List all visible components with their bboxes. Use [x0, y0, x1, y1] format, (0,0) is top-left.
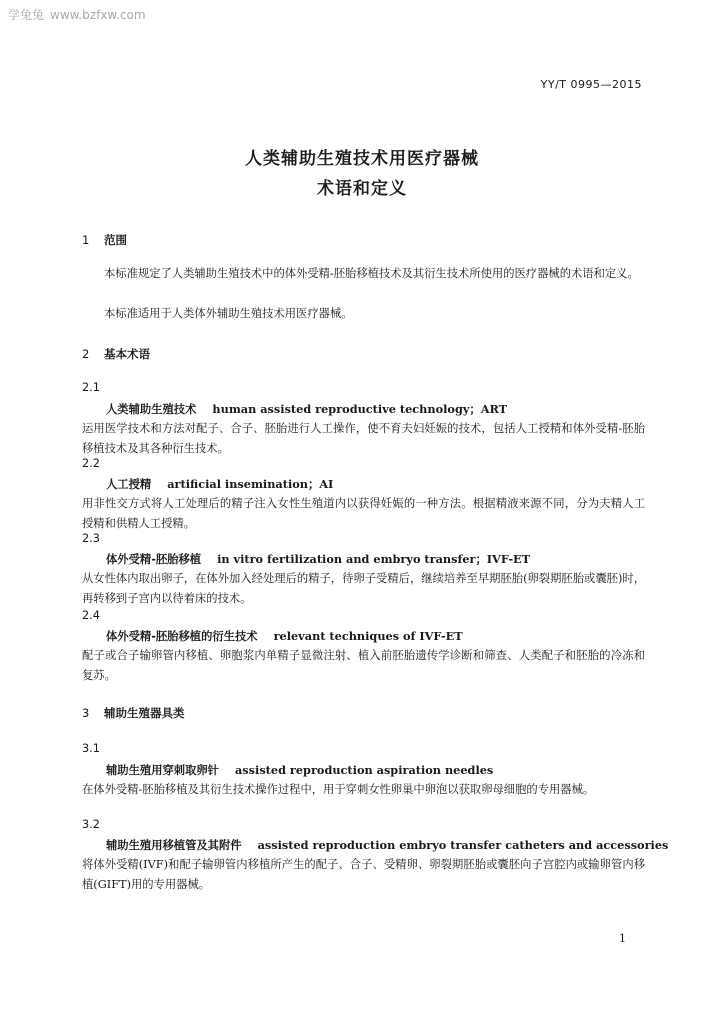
term-en: artificial insemination；AI	[167, 477, 334, 491]
standard-number: YY/T 0995—2015	[540, 78, 642, 91]
term-zh: 体外受精-胚胎移植的衍生技术	[106, 630, 258, 643]
term-zh: 人工授精	[106, 478, 152, 491]
term-definition: 将体外受精(IVF)和配子输卵管内移植所产生的配子、合子、受精卵、卵裂期胚胎或囊胚向子宫腔内或输卵管内移植(GIFT)用的专用器械。	[82, 858, 645, 891]
term-entry	[106, 837, 668, 853]
term-en: assisted reproduction aspiration needles	[234, 763, 494, 777]
term-definition: 从女性体内取出卵子，在体外加入经处理后的精子，待卵子受精后，继续培养至早期胚胎(卵裂期胚胎或囊胚)时，再转移到子宫内以待着床的技术。	[82, 572, 645, 605]
term-number: 2.3	[82, 532, 100, 545]
term-number: 3.2	[82, 818, 100, 831]
term-entry	[106, 401, 507, 417]
section-number: 1	[82, 233, 90, 247]
section-heading-1	[82, 232, 127, 248]
term-number: 2.4	[82, 609, 100, 622]
term-en: in vitro fertilization and embryo transfer；IVF-ET	[217, 552, 531, 566]
section-title: 范围	[104, 233, 127, 247]
term-entry	[106, 551, 530, 567]
term-definition: 配子或合子输卵管内移植、卵胞浆内单精子显微注射、植入前胚胎遗传学诊断和筛查、人类配子和胚胎的冷冻和复苏。	[82, 649, 645, 682]
page-number: 1	[619, 932, 626, 945]
section-title: 基本术语	[104, 347, 150, 361]
term-entry	[106, 628, 463, 644]
term-zh: 辅助生殖用移植管及其附件	[106, 839, 242, 852]
term-definition: 用非性交方式将人工处理后的精子注入女性生殖道内以获得妊娠的一种方法。根据精液来源不同，分为夫精人工授精和供精人工授精。	[82, 497, 645, 530]
term-entry	[106, 762, 493, 778]
section-heading-3	[82, 705, 185, 721]
term-number: 3.1	[82, 742, 100, 755]
term-en: assisted reproduction embryo transfer catheters and accessories	[257, 838, 669, 852]
term-zh: 辅助生殖用穿刺取卵针	[106, 764, 219, 777]
watermark-brand: 学兔兔	[8, 8, 45, 22]
section-heading-2	[82, 346, 150, 362]
term-zh: 人类辅助生殖技术	[106, 403, 197, 416]
section-number: 2	[82, 347, 90, 361]
scope-paragraph-2: 本标准适用于人类体外辅助生殖技术用医疗器械。	[104, 307, 353, 320]
watermark-site: www.bzfxw.com	[50, 8, 146, 22]
term-zh: 体外受精-胚胎移植	[106, 553, 202, 566]
term-definition: 在体外受精-胚胎移植及其衍生技术操作过程中，用于穿刺女性卵巢中卵泡以获取卵母细胞的专用器械。	[82, 783, 595, 796]
term-en: human assisted reproductive technology；ART	[212, 402, 508, 416]
document-title: 人类辅助生殖技术用医疗器械	[245, 149, 479, 169]
term-en: relevant techniques of IVF-ET	[273, 629, 463, 643]
term-number: 2.2	[82, 457, 100, 470]
section-number: 3	[82, 706, 90, 720]
scope-paragraph-1: 本标准规定了人类辅助生殖技术中的体外受精-胚胎移植技术及其衍生技术所使用的医疗器械的术语和定义。	[104, 267, 639, 280]
term-number: 2.1	[82, 381, 100, 394]
watermark	[8, 6, 146, 23]
document-subtitle: 术语和定义	[317, 179, 407, 199]
section-title: 辅助生殖器具类	[104, 706, 185, 720]
term-definition: 运用医学技术和方法对配子、合子、胚胎进行人工操作，使不育夫妇妊娠的技术，包括人工授精和体外受精-胚胎移植技术及其各种衍生技术。	[82, 422, 645, 455]
term-entry	[106, 476, 333, 492]
